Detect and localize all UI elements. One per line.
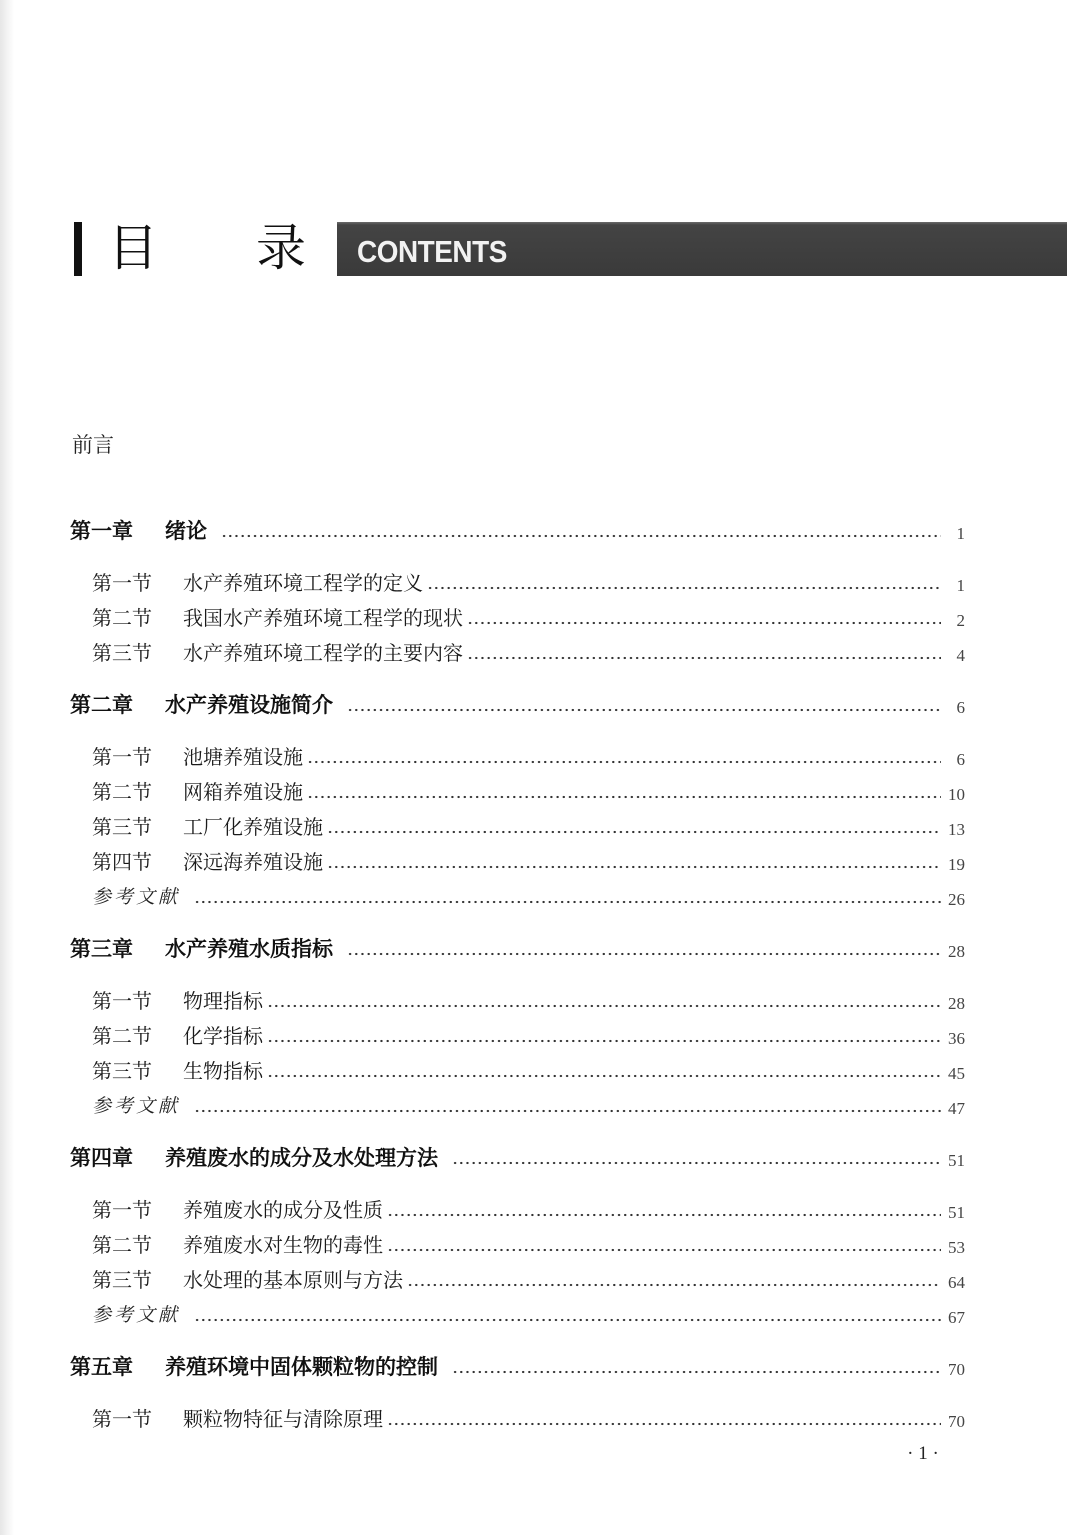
section-title: 颗粒物特征与清除原理: [183, 1407, 383, 1431]
section-number: 第三节: [92, 815, 152, 839]
dot-leader: [267, 1004, 941, 1008]
toc-section-row: [70, 564, 965, 599]
dot-leader: [221, 534, 941, 538]
contents-banner-text: CONTENTS: [357, 234, 507, 269]
dot-leader: [267, 1074, 941, 1078]
section-number: 第三节: [92, 1059, 152, 1083]
dot-leader: [387, 1422, 941, 1426]
chapter-number: 第二章: [70, 692, 133, 717]
dot-leader: [267, 1039, 941, 1043]
section-title: 池塘养殖设施: [183, 745, 303, 769]
chapter-title: 绪论: [165, 518, 207, 543]
toc-section-row: [70, 738, 965, 773]
section-number: 第二节: [92, 606, 152, 630]
toc-section-row: [70, 843, 965, 878]
toc-chapter-row: [70, 512, 965, 547]
section-number: 第二节: [92, 780, 152, 804]
dot-leader: [194, 1109, 941, 1113]
table-of-contents: [70, 512, 965, 1435]
title-accent-bar: [74, 222, 82, 276]
section-title: 深远海养殖设施: [183, 850, 323, 874]
dot-leader: [307, 795, 941, 799]
page-number: 2: [956, 610, 965, 630]
references-title: 参考文献: [92, 886, 181, 908]
toc-section-row: [70, 1052, 965, 1087]
page-number: 4: [956, 645, 965, 665]
chapter-number: 第四章: [70, 1145, 133, 1170]
section-title: 生物指标: [183, 1059, 263, 1083]
dot-leader: [467, 656, 941, 660]
page-number: 70: [948, 1359, 965, 1379]
page-number: 51: [948, 1150, 965, 1170]
dot-leader: [307, 760, 941, 764]
section-number: 第二节: [92, 1024, 152, 1048]
toc-preface-entry: 前言: [72, 433, 114, 457]
toc-references-row: [70, 1087, 965, 1122]
section-number: 第二节: [92, 1233, 152, 1257]
references-title: 参考文献: [92, 1304, 181, 1326]
dot-leader: [452, 1161, 941, 1165]
dot-leader: [347, 708, 941, 712]
dot-leader: [452, 1370, 941, 1374]
section-number: 第四节: [92, 850, 152, 874]
toc-references-row: [70, 878, 965, 913]
toc-section-row: [70, 773, 965, 808]
toc-section-row: [70, 599, 965, 634]
dot-leader: [347, 952, 941, 956]
section-title: 工厂化养殖设施: [183, 815, 323, 839]
chapter-number: 第一章: [70, 518, 133, 543]
section-title: 物理指标: [183, 989, 263, 1013]
section-number: 第一节: [92, 1407, 152, 1431]
section-number: 第三节: [92, 641, 152, 665]
page-number: 10: [948, 784, 965, 804]
page-number: 36: [948, 1028, 965, 1048]
contents-banner: [337, 222, 1067, 276]
section-number: 第一节: [92, 745, 152, 769]
page-number: 70: [948, 1411, 965, 1431]
toc-section-row: [70, 634, 965, 669]
dot-leader: [387, 1248, 941, 1252]
chapter-number: 第五章: [70, 1354, 133, 1379]
page-number: 64: [948, 1272, 965, 1292]
toc-title-char-2: 录: [256, 219, 306, 277]
chapter-title: 水产养殖水质指标: [165, 936, 333, 961]
section-title: 水产养殖环境工程学的主要内容: [183, 641, 463, 665]
dot-leader: [327, 865, 941, 869]
section-number: 第一节: [92, 989, 152, 1013]
page-number: 67: [948, 1307, 965, 1327]
page-number: 51: [948, 1202, 965, 1222]
page-number: 6: [956, 749, 965, 769]
footer-page-number: · 1 ·: [907, 1443, 939, 1464]
section-title: 水产养殖环境工程学的定义: [183, 571, 423, 595]
section-title: 我国水产养殖环境工程学的现状: [183, 606, 463, 630]
chapter-title: 水产养殖设施简介: [165, 692, 333, 717]
section-title: 养殖废水的成分及性质: [183, 1198, 383, 1222]
toc-section-row: [70, 1017, 965, 1052]
toc-section-row: [70, 808, 965, 843]
toc-chapter-row: [70, 1348, 965, 1383]
page-number: 6: [956, 697, 965, 717]
section-title: 化学指标: [183, 1024, 263, 1048]
page-number: 19: [948, 854, 965, 874]
page-number: 45: [948, 1063, 965, 1083]
chapter-title: 养殖废水的成分及水处理方法: [165, 1145, 438, 1170]
toc-section-row: [70, 1261, 965, 1296]
dot-leader: [194, 900, 941, 904]
page-number: 13: [948, 819, 965, 839]
toc-section-row: [70, 1191, 965, 1226]
dot-leader: [407, 1283, 941, 1287]
dot-leader: [427, 586, 941, 590]
dot-leader: [387, 1213, 941, 1217]
chapter-number: 第三章: [70, 936, 133, 961]
page-number: 26: [948, 889, 965, 909]
page-number: 1: [956, 523, 965, 543]
chapter-title: 养殖环境中固体颗粒物的控制: [165, 1354, 438, 1379]
page-number: 1: [956, 575, 965, 595]
section-number: 第一节: [92, 1198, 152, 1222]
toc-section-row: [70, 1226, 965, 1261]
page-number: 28: [948, 941, 965, 961]
dot-leader: [327, 830, 941, 834]
dot-leader: [194, 1318, 941, 1322]
toc-chapter-row: [70, 930, 965, 965]
toc-section-row: [70, 1400, 965, 1435]
page-number: 47: [948, 1098, 965, 1118]
section-title: 养殖废水对生物的毒性: [183, 1233, 383, 1257]
toc-section-row: [70, 982, 965, 1017]
toc-chapter-row: [70, 686, 965, 721]
page-edge-shadow: [0, 0, 14, 1535]
page-number: 28: [948, 993, 965, 1013]
section-number: 第三节: [92, 1268, 152, 1292]
section-number: 第一节: [92, 571, 152, 595]
page-number: 53: [948, 1237, 965, 1257]
references-title: 参考文献: [92, 1095, 181, 1117]
section-title: 网箱养殖设施: [183, 780, 303, 804]
toc-references-row: [70, 1296, 965, 1331]
toc-chapter-row: [70, 1139, 965, 1174]
dot-leader: [467, 621, 941, 625]
toc-title-char-1: 目: [108, 219, 158, 277]
section-title: 水处理的基本原则与方法: [183, 1268, 403, 1292]
